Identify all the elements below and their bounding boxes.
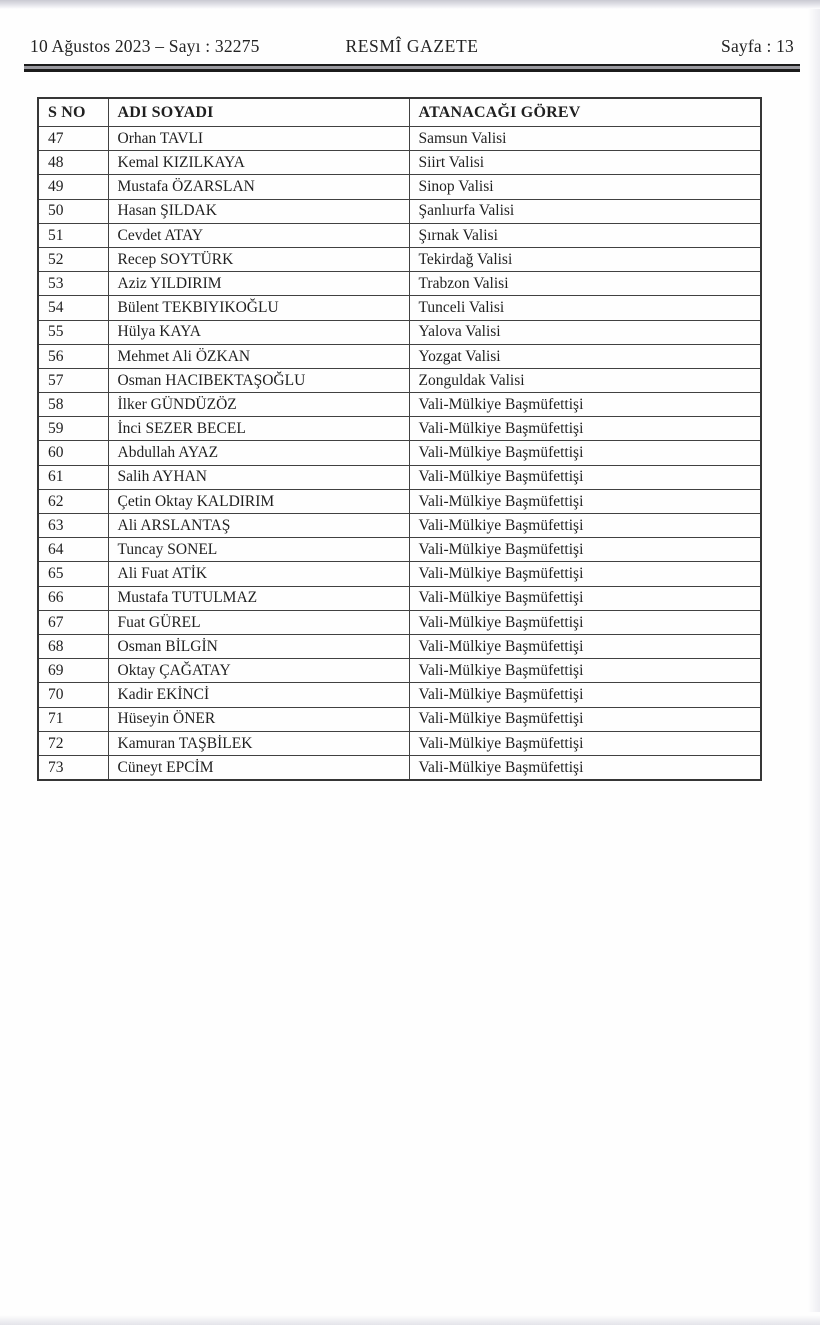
cell-no: 57 bbox=[38, 368, 108, 392]
cell-no: 68 bbox=[38, 634, 108, 658]
cell-role: Vali-Mülkiye Başmüfettişi bbox=[409, 586, 761, 610]
cell-no: 72 bbox=[38, 731, 108, 755]
cell-name: Mustafa TUTULMAZ bbox=[108, 586, 409, 610]
cell-role: Vali-Mülkiye Başmüfettişi bbox=[409, 489, 761, 513]
scan-edge-top bbox=[0, 0, 820, 9]
table-row bbox=[38, 223, 761, 247]
cell-no: 64 bbox=[38, 538, 108, 562]
cell-role: Yalova Valisi bbox=[409, 320, 761, 344]
table-row bbox=[38, 562, 761, 586]
cell-no: 58 bbox=[38, 393, 108, 417]
cell-no: 55 bbox=[38, 320, 108, 344]
scan-edge-bottom bbox=[0, 1315, 820, 1325]
cell-role: Trabzon Valisi bbox=[409, 272, 761, 296]
table-row bbox=[38, 610, 761, 634]
cell-no: 61 bbox=[38, 465, 108, 489]
cell-role: Siirt Valisi bbox=[409, 151, 761, 175]
column-header-role: ATANACAĞI GÖREV bbox=[409, 98, 761, 127]
cell-role: Şanlıurfa Valisi bbox=[409, 199, 761, 223]
table-row bbox=[38, 393, 761, 417]
table-header-row bbox=[38, 98, 761, 127]
cell-no: 69 bbox=[38, 659, 108, 683]
cell-no: 73 bbox=[38, 755, 108, 780]
date-issue-label: 10 Ağustos 2023 – Sayı : 32275 bbox=[30, 36, 260, 56]
cell-name: Mehmet Ali ÖZKAN bbox=[108, 344, 409, 368]
cell-name: Ali ARSLANTAŞ bbox=[108, 514, 409, 538]
cell-role: Sinop Valisi bbox=[409, 175, 761, 199]
column-header-name: ADI SOYADI bbox=[108, 98, 409, 127]
cell-name: İnci SEZER BECEL bbox=[108, 417, 409, 441]
table-row bbox=[38, 489, 761, 513]
cell-role: Zonguldak Valisi bbox=[409, 368, 761, 392]
page-number-label: Sayfa : 13 bbox=[721, 36, 794, 56]
cell-role: Vali-Mülkiye Başmüfettişi bbox=[409, 610, 761, 634]
table-row bbox=[38, 320, 761, 344]
appointments-table bbox=[37, 97, 762, 781]
cell-name: Abdullah AYAZ bbox=[108, 441, 409, 465]
cell-name: Oktay ÇAĞATAY bbox=[108, 659, 409, 683]
table-row bbox=[38, 272, 761, 296]
cell-name: Mustafa ÖZARSLAN bbox=[108, 175, 409, 199]
cell-role: Vali-Mülkiye Başmüfettişi bbox=[409, 707, 761, 731]
cell-name: Çetin Oktay KALDIRIM bbox=[108, 489, 409, 513]
table-row bbox=[38, 514, 761, 538]
table-body bbox=[38, 127, 761, 781]
cell-no: 62 bbox=[38, 489, 108, 513]
cell-name: Osman BİLGİN bbox=[108, 634, 409, 658]
cell-no: 49 bbox=[38, 175, 108, 199]
cell-name: Osman HACIBEKTAŞOĞLU bbox=[108, 368, 409, 392]
cell-name: Aziz YILDIRIM bbox=[108, 272, 409, 296]
cell-no: 60 bbox=[38, 441, 108, 465]
table-row bbox=[38, 586, 761, 610]
table-header bbox=[38, 98, 761, 127]
cell-role: Vali-Mülkiye Başmüfettişi bbox=[409, 659, 761, 683]
cell-role: Şırnak Valisi bbox=[409, 223, 761, 247]
cell-name: Salih AYHAN bbox=[108, 465, 409, 489]
cell-name: Hülya KAYA bbox=[108, 320, 409, 344]
gazette-title: RESMÎ GAZETE bbox=[345, 36, 479, 56]
cell-name: Bülent TEKBIYIKOĞLU bbox=[108, 296, 409, 320]
cell-no: 66 bbox=[38, 586, 108, 610]
table-row bbox=[38, 296, 761, 320]
table-row bbox=[38, 755, 761, 780]
cell-role: Vali-Mülkiye Başmüfettişi bbox=[409, 514, 761, 538]
cell-role: Vali-Mülkiye Başmüfettişi bbox=[409, 417, 761, 441]
cell-no: 67 bbox=[38, 610, 108, 634]
scan-edge-right bbox=[808, 9, 820, 1312]
table-row bbox=[38, 368, 761, 392]
cell-no: 54 bbox=[38, 296, 108, 320]
cell-role: Vali-Mülkiye Başmüfettişi bbox=[409, 465, 761, 489]
cell-no: 50 bbox=[38, 199, 108, 223]
table-row bbox=[38, 417, 761, 441]
table-row bbox=[38, 538, 761, 562]
cell-name: Orhan TAVLI bbox=[108, 127, 409, 151]
table-row bbox=[38, 344, 761, 368]
cell-name: Recep SOYTÜRK bbox=[108, 247, 409, 271]
cell-no: 52 bbox=[38, 247, 108, 271]
cell-role: Tunceli Valisi bbox=[409, 296, 761, 320]
cell-name: Hasan ŞILDAK bbox=[108, 199, 409, 223]
cell-no: 51 bbox=[38, 223, 108, 247]
cell-role: Vali-Mülkiye Başmüfettişi bbox=[409, 393, 761, 417]
cell-no: 48 bbox=[38, 151, 108, 175]
table-row bbox=[38, 683, 761, 707]
page-header bbox=[30, 36, 794, 62]
table-row bbox=[38, 151, 761, 175]
table-row bbox=[38, 175, 761, 199]
cell-name: İlker GÜNDÜZÖZ bbox=[108, 393, 409, 417]
table-row bbox=[38, 441, 761, 465]
cell-name: Fuat GÜREL bbox=[108, 610, 409, 634]
cell-name: Hüseyin ÖNER bbox=[108, 707, 409, 731]
table-row bbox=[38, 634, 761, 658]
cell-role: Vali-Mülkiye Başmüfettişi bbox=[409, 562, 761, 586]
table-row bbox=[38, 659, 761, 683]
cell-no: 56 bbox=[38, 344, 108, 368]
cell-role: Yozgat Valisi bbox=[409, 344, 761, 368]
column-header-sno: S NO bbox=[38, 98, 108, 127]
table-row bbox=[38, 731, 761, 755]
cell-role: Vali-Mülkiye Başmüfettişi bbox=[409, 441, 761, 465]
table-row bbox=[38, 465, 761, 489]
cell-role: Vali-Mülkiye Başmüfettişi bbox=[409, 683, 761, 707]
cell-no: 59 bbox=[38, 417, 108, 441]
cell-name: Cüneyt EPCİM bbox=[108, 755, 409, 780]
cell-role: Tekirdağ Valisi bbox=[409, 247, 761, 271]
cell-role: Vali-Mülkiye Başmüfettişi bbox=[409, 634, 761, 658]
cell-name: Kamuran TAŞBİLEK bbox=[108, 731, 409, 755]
cell-role: Vali-Mülkiye Başmüfettişi bbox=[409, 755, 761, 780]
cell-no: 63 bbox=[38, 514, 108, 538]
table-row bbox=[38, 199, 761, 223]
cell-role: Samsun Valisi bbox=[409, 127, 761, 151]
cell-name: Tuncay SONEL bbox=[108, 538, 409, 562]
table-row bbox=[38, 247, 761, 271]
cell-no: 47 bbox=[38, 127, 108, 151]
header-divider-rule bbox=[24, 64, 800, 72]
cell-role: Vali-Mülkiye Başmüfettişi bbox=[409, 731, 761, 755]
cell-role: Vali-Mülkiye Başmüfettişi bbox=[409, 538, 761, 562]
cell-name: Kadir EKİNCİ bbox=[108, 683, 409, 707]
table-row bbox=[38, 707, 761, 731]
cell-no: 65 bbox=[38, 562, 108, 586]
cell-no: 53 bbox=[38, 272, 108, 296]
table-row bbox=[38, 127, 761, 151]
cell-no: 71 bbox=[38, 707, 108, 731]
cell-name: Cevdet ATAY bbox=[108, 223, 409, 247]
cell-name: Kemal KIZILKAYA bbox=[108, 151, 409, 175]
cell-no: 70 bbox=[38, 683, 108, 707]
cell-name: Ali Fuat ATİK bbox=[108, 562, 409, 586]
